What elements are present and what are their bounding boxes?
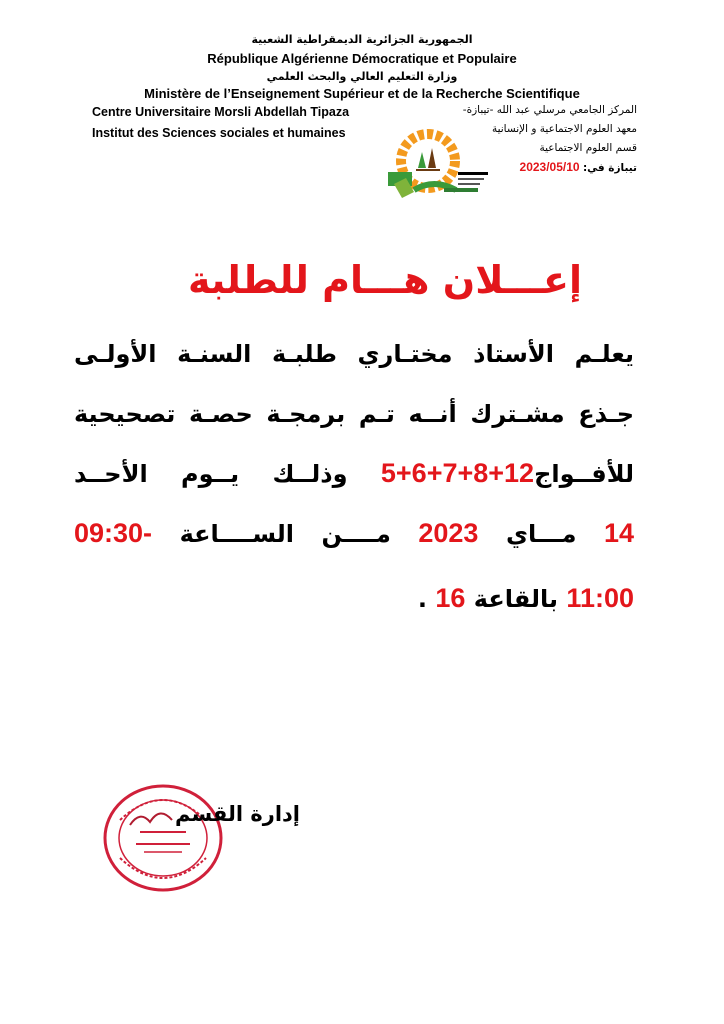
institute-name-french: Institut des Sciences sociales et humaines <box>92 126 346 140</box>
department-stamp-icon <box>100 780 230 895</box>
time-phrase: مــــن الســــاعة <box>179 520 391 548</box>
centre-name-arabic: المركز الجامعي مرسلي عبد الله -تيبازة- <box>462 104 637 116</box>
announcement-line-1: يعلـم الأستاذ مختـاري طلبـة السنـة الأولـى <box>74 340 634 368</box>
groups-label: للأفــواج <box>534 460 634 488</box>
ministry-arabic: وزارة التعليم العالي والبحث العلمي <box>266 70 458 83</box>
announcement-line-3 <box>74 458 634 489</box>
signature-label: إدارة القسم <box>175 802 301 826</box>
month-name: مـــاي <box>505 520 577 548</box>
institute-name-arabic: معهد العلوم الاجتماعية و الإنسانية <box>491 123 637 135</box>
sentence-end: . <box>417 585 428 613</box>
institution-block-french <box>92 102 349 144</box>
end-time: 11:00 <box>566 583 634 613</box>
date-label: تيبازة في: <box>582 162 637 174</box>
date-value: 2023/05/10 <box>519 160 580 174</box>
announcement-line-4 <box>74 518 634 549</box>
year-number: 2023 <box>418 518 479 548</box>
groups-numbers: 5+6+7+8+12 <box>380 458 535 488</box>
announcement-line-2: جـذع مشـترك أنــه تـم برمجـة حصـة تصحيحية <box>74 400 634 428</box>
announcement-title: إعـــلان هـــام للطلبة <box>188 258 582 302</box>
day-number: 14 <box>603 518 635 548</box>
room-label: بالقاعة <box>473 585 559 613</box>
university-logo-icon <box>384 128 494 204</box>
republic-french: République Algérienne Démocratique et Populaire <box>207 51 517 66</box>
department-name-arabic: قسم العلوم الاجتماعية <box>539 142 637 154</box>
announcement-line-5 <box>74 583 634 614</box>
republic-arabic: الجمهورية الجزائرية الديمقراطية الشعبية <box>251 33 473 46</box>
start-time: 09:30- <box>74 518 153 548</box>
day-phrase: وذلــك يــوم الأحــد <box>74 460 348 488</box>
ministry-french: Ministère de l’Enseignement Supérieur et de la Recherche Scientifique <box>144 86 580 101</box>
centre-name-french: Centre Universitaire Morsli Abdellah Tipaza <box>92 105 350 119</box>
room-number: 16 <box>435 583 466 613</box>
